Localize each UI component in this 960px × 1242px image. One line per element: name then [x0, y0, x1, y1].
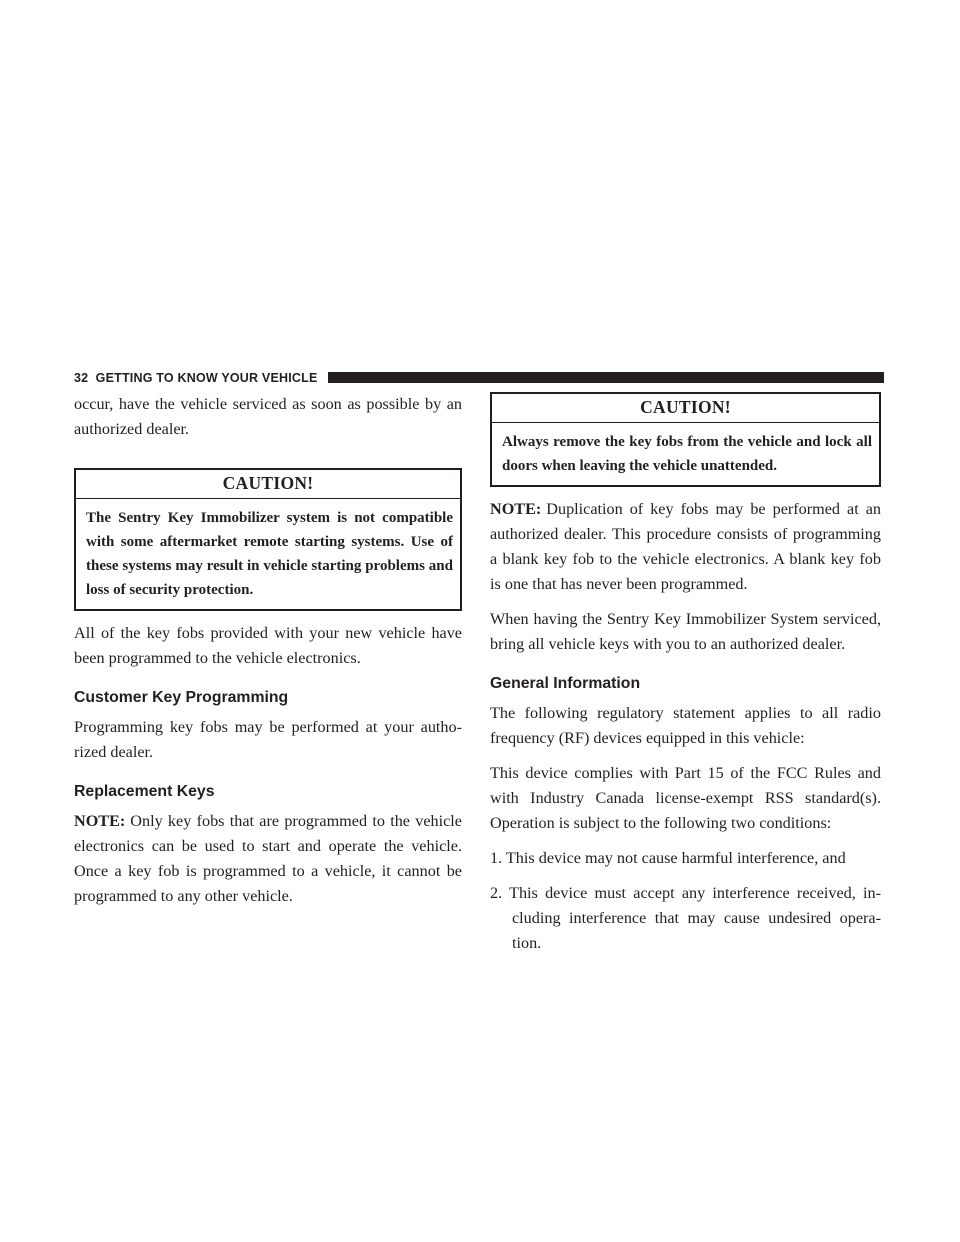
fcc-paragraph: This device complies with Part 15 of the FCC Rules and with Industry Canada license-exempt RSS standard(s). Operation is subject to the following two conditions:	[490, 764, 881, 832]
note-label: NOTE:	[490, 500, 542, 518]
page-header	[74, 369, 884, 387]
heading-replacement-keys: Replacement Keys	[74, 783, 215, 800]
sentry-service-paragraph: When having the Sentry Key Immobilizer System serviced, bring all vehicle keys with you to an authorized dealer.	[490, 610, 881, 653]
heading-customer-key-programming: Customer Key Programming	[74, 689, 289, 706]
heading-general-information: General Information	[490, 675, 641, 692]
section-title: GETTING TO KNOW YOUR VEHICLE	[95, 371, 318, 385]
note-text: Only key fobs that are programmed to the vehicle electronics can be used to start and operate the vehicle. Once a key fob is programmed to a vehicle, it cannot be programmed to any other vehicle.	[74, 812, 462, 905]
page-number: 32	[74, 371, 89, 385]
replacement-note	[74, 809, 462, 909]
programmed-paragraph: All of the key fobs provided with your new vehicle have been programmed to the vehicle electronics.	[74, 624, 462, 667]
duplication-note	[490, 497, 881, 597]
intro-paragraph: occur, have the vehicle serviced as soon as possible by an authorized dealer.	[74, 395, 462, 438]
condition-list-item: 2. This device must accept any interference received, in-cluding interference that may cause undesired opera-tion.	[490, 884, 881, 952]
regulatory-paragraph: The following regulatory statement applies to all radio frequency (RF) devices equipped in this vehicle:	[490, 704, 881, 747]
customer-key-paragraph: Programming key fobs may be performed at your autho-rized dealer.	[74, 718, 462, 761]
note-text: Duplication of key fobs may be performed at an authorized dealer. This procedure consists of programming a blank key fob to the vehicle electronics. A blank key fob is one that has never been programmed.	[490, 500, 881, 593]
header-label	[74, 369, 318, 387]
note-label: NOTE:	[74, 812, 126, 830]
caution-box-immobilizer	[74, 468, 462, 611]
caution-text: Always remove the key fobs from the vehicle and lock all doors when leaving the vehicle unattended.	[502, 434, 872, 474]
condition-list-item: 1. This device may not cause harmful interference, and	[490, 849, 846, 867]
left-column	[74, 392, 462, 909]
caution-box-key-fobs	[490, 392, 881, 487]
caution-title: CAUTION!	[492, 394, 879, 423]
caution-title: CAUTION!	[76, 470, 460, 499]
right-column	[490, 392, 881, 956]
header-rule	[328, 372, 884, 383]
caution-text: The Sentry Key Immobilizer system is not compatible with some aftermarket remote starting systems. Use of these systems may result in vehicle starting problems and loss of security protection.	[86, 510, 453, 598]
